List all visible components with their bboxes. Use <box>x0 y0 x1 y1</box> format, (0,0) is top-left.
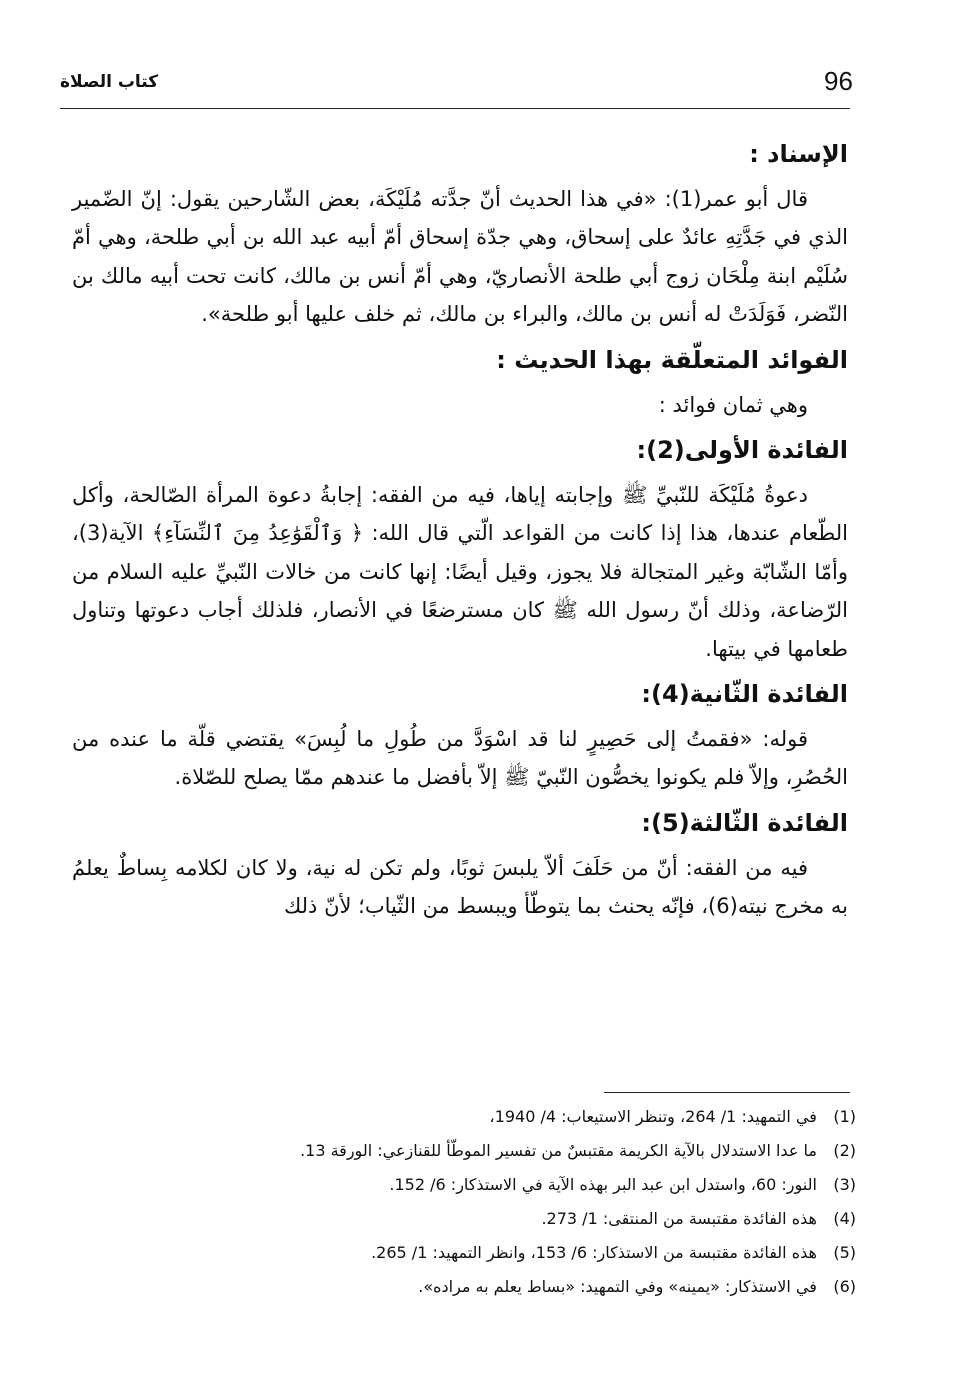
footnote-text: هذه الفائدة مقتبسة من المنتقى: 1/ 273. <box>541 1209 817 1228</box>
footnote <box>160 1100 856 1134</box>
footnote-text: ما عدا الاستدلال بالآية الكريمة مقتبسٌ من تفسير الموطّأ للقنازعي: الورقة 13. <box>300 1141 817 1160</box>
book-title: كتاب الصلاة <box>60 72 159 92</box>
isnad-paragraph: قال أبو عمر(1): «في هذا الحديث أنّ جدَّته مُلَيْكَة، بعض الشّارحين يقول: إنّ الضّمير الذي في جَدَّتِهِ عائدٌ على إسحاق، وهي جدّة إسحاق أمّ أبيه عبد الله بن أبي طلحة، وهي أمّ سُلَيْم ابنة مِلْحَان زوج أبي طلحة الأنصاريّ، وهي أمّ أنس بن مالك، كانت تحت أبيه مالك بن النّضر، فَوَلَدَتْ له أنس بن مالك، والبراء بن مالك، ثم خلف عليها أبو طلحة». <box>72 187 848 327</box>
fawaid-heading: الفوائد المتعلّقة بهذا الحديث : <box>496 345 848 374</box>
second-benefit-paragraph: قوله: «فقمتُ إلى حَصِيرٍ لنا قد اسْوَدَّ من طُولِ ما لُبِسَ» يقتضي قلّة ما عنده من الحُصُرِ، وإلاّ فلم يكونوا يخصُّون النّبيّ ﷺ إلاّ بأفضل ما عندهم ممّا يصلح للصّلاة. <box>72 727 848 790</box>
footnote-number: (3) <box>833 1175 856 1194</box>
main-text <box>72 128 848 932</box>
running-header <box>60 58 853 109</box>
footnote-number: (4) <box>833 1209 856 1228</box>
footnote-text: في التمهيد: 1/ 264، وتنظر الاستيعاب: 4/ 1940، <box>489 1107 817 1126</box>
isnad-heading: الإسناد : <box>749 140 848 168</box>
footnote <box>160 1134 856 1168</box>
first-benefit-heading: الفائدة الأولى(2): <box>636 436 848 465</box>
footnote-number: (6) <box>833 1277 856 1296</box>
footnote-number: (5) <box>833 1243 856 1262</box>
footnote <box>160 1168 856 1202</box>
footnote-separator <box>604 1092 850 1093</box>
third-benefit-heading: الفائدة الثّالثة(5): <box>641 808 848 837</box>
second-benefit-heading: الفائدة الثّانية(4): <box>641 680 848 709</box>
footnote <box>160 1270 856 1304</box>
fawaid-intro: وهي ثمان فوائد : <box>658 392 808 417</box>
footnote <box>160 1236 856 1270</box>
footnote-number: (2) <box>833 1141 856 1160</box>
third-benefit-paragraph: فيه من الفقه: أنّ من حَلَفَ ألاّ يلبسَ ثوبًا، ولم تكن له نية، ولا كان لكلامه بِساطٌ يعلمُ به مخرج نيته(6)، فإنّه يحنث بما يتوطّأ ويبسط من الثّياب؛ لأنّ ذلك <box>72 855 848 919</box>
footnote-text: النور: 60، واستدل ابن عبد البر بهذه الآية في الاستذكار: 6/ 152. <box>389 1175 817 1194</box>
footnote-text: في الاستذكار: «يمينه» وفي التمهيد: «بساط يعلم به مراده». <box>418 1277 817 1296</box>
footnotes <box>160 1100 856 1304</box>
footnote <box>160 1202 856 1236</box>
footnote-number: (1) <box>833 1107 856 1126</box>
footnote-text: هذه الفائدة مقتبسة من الاستذكار: 6/ 153، وانظر التمهيد: 1/ 265. <box>371 1243 817 1262</box>
page-number: 96 <box>824 66 853 96</box>
first-benefit-paragraph: دعوةُ مُلَيْكَة للنّبيِّ ﷺ وإجابته إياها، فيه من الفقه: إجابةُ دعوة المرأة الصّالحة، وأكل الطّعام عندها، هذا إذا كانت من القواعد الّتي قال الله: ﴿ وَٱلْقَوَٰعِدُ مِنَ ٱلنِّسَآءِ﴾ الآية(3)، وأمّا الشّابّة وغير المتجالة فلا يجوز، وقيل أيضًا: إنها كانت من خالات النّبيِّ عليه السلام من الرّضاعة، وذلك أنّ رسول الله ﷺ كان مسترضعًا في الأنصار، فلذلك أجاب دعوتها وتناول طعامها في بيتها. <box>72 483 848 661</box>
